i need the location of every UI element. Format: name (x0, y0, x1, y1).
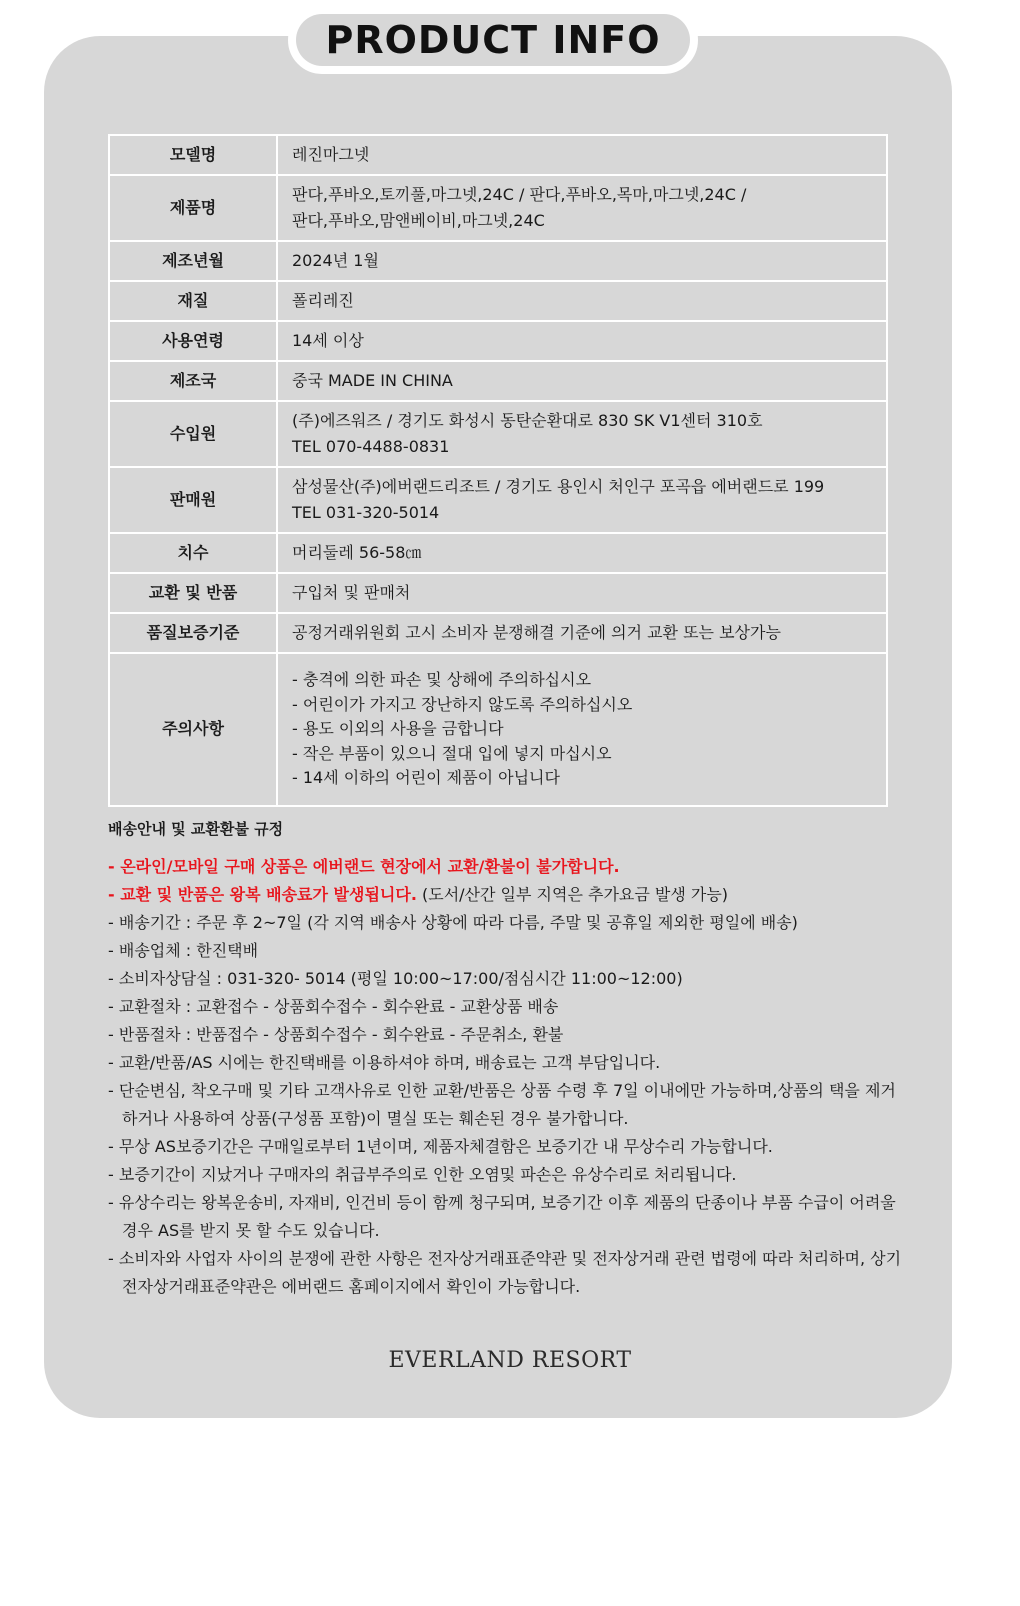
policy-item: - 배송기간 : 주문 후 2~7일 (각 지역 배송사 상황에 따라 다름, 주말 및 공휴일 제외한 평일에 배송) (108, 913, 798, 932)
policy-item-warning-2: - 교환 및 반품은 왕복 배송료가 발생됩니다. (도서/산간 일부 지역은 추가요금 발생 가능) (108, 885, 729, 904)
info-value (277, 175, 887, 241)
policy-item: - 유상수리는 왕복운송비, 자재비, 인건비 등이 함께 청구되며, 보증기간 이후 제품의 단종이나 부품 수급이 어려울 경우 AS를 받지 못 할 수도 있습니다. (108, 1193, 896, 1240)
policy-item: - 소비자상담실 : 031-320- 5014 (평일 10:00~17:00/점심시간 11:00~12:00) (108, 969, 683, 988)
policy-item: - 교환절차 : 교환접수 - 상품회수접수 - 회수완료 - 교환상품 배송 (108, 997, 559, 1016)
info-label: 교환 및 반품 (109, 573, 277, 613)
info-row (109, 281, 887, 321)
info-row (109, 573, 887, 613)
info-value-line: 폴리레진 (292, 291, 354, 310)
info-value-line: 레진마그넷 (292, 145, 370, 164)
page-title: PRODUCT INFO (325, 18, 661, 62)
info-value-line: TEL 031-320-5014 (292, 503, 440, 522)
info-label: 재질 (109, 281, 277, 321)
info-label: 품질보증기준 (109, 613, 277, 653)
info-value-line: TEL 070-4488-0831 (292, 437, 450, 456)
policy-item: - 배송업체 : 한진택배 (108, 941, 259, 960)
info-value-line: 머리둘레 56-58㎝ (292, 543, 422, 562)
caution-item: - 용도 이외의 사용을 금합니다 (292, 717, 876, 742)
caution-list (292, 660, 876, 799)
info-row-caution (109, 653, 887, 806)
info-value (277, 361, 887, 401)
info-row (109, 361, 887, 401)
policy-item: - 교환/반품/AS 시에는 한진택배를 이용하셔야 하며, 배송료는 고객 부담입니다. (108, 1053, 661, 1072)
info-row (109, 533, 887, 573)
info-label: 치수 (109, 533, 277, 573)
info-row (109, 241, 887, 281)
info-value-line: 공정거래위원회 고시 소비자 분쟁해결 기준에 의거 교환 또는 보상가능 (292, 623, 781, 642)
info-value (277, 533, 887, 573)
policy-title: 배송안내 및 교환환불 규정 (108, 820, 284, 838)
info-row (109, 135, 887, 175)
policy-item-warning-1: - 온라인/모바일 구매 상품은 에버랜드 현장에서 교환/환불이 불가합니다. (108, 857, 620, 876)
caution-cell (277, 653, 887, 806)
info-label: 수입원 (109, 401, 277, 467)
info-value (277, 281, 887, 321)
info-value-line: 2024년 1월 (292, 251, 379, 270)
info-row (109, 401, 887, 467)
info-value (277, 613, 887, 653)
info-value-line: (주)에즈워즈 / 경기도 화성시 동탄순환대로 830 SK V1센터 310호 (292, 411, 763, 430)
caution-item: - 14세 이하의 어린이 제품이 아닙니다 (292, 766, 876, 791)
info-value-line: 판다,푸바오,토끼풀,마그넷,24C / 판다,푸바오,목마,마그넷,24C / (292, 185, 747, 204)
info-label: 모델명 (109, 135, 277, 175)
policy-item: - 반품절차 : 반품접수 - 상품회수접수 - 회수완료 - 주문취소, 환불 (108, 1025, 564, 1044)
info-value (277, 573, 887, 613)
policy-item: - 단순변심, 착오구매 및 기타 고객사유로 인한 교환/반품은 상품 수령 후 7일 이내에만 가능하며,상품의 택을 제거하거나 사용하여 상품(구성품 포함)이 멸실 또는 훼손된 경우 불가합니다. (108, 1081, 896, 1128)
info-row (109, 613, 887, 653)
title-pill (288, 6, 698, 74)
info-label: 제조국 (109, 361, 277, 401)
policy-item: - 소비자와 사업자 사이의 분쟁에 관한 사항은 전자상거래표준약관 및 전자상거래 관련 법령에 따라 처리하며, 상기 전자상거래표준약관은 에버랜드 홈페이지에서 확인이 가능합니다. (108, 1249, 902, 1296)
info-label: 제조년월 (109, 241, 277, 281)
info-label: 사용연령 (109, 321, 277, 361)
info-value-line: 판다,푸바오,맘앤베이비,마그넷,24C (292, 211, 545, 230)
info-label: 제품명 (109, 175, 277, 241)
info-value (277, 467, 887, 533)
info-value (277, 321, 887, 361)
caution-item: - 작은 부품이 있으니 절대 입에 넣지 마십시오 (292, 742, 876, 767)
everland-resort-logo: EVERLAND RESORT (388, 1348, 632, 1373)
info-value-line: 삼성물산(주)에버랜드리조트 / 경기도 용인시 처인구 포곡읍 에버랜드로 199 (292, 477, 825, 496)
info-row (109, 321, 887, 361)
info-value (277, 135, 887, 175)
caution-item: - 충격에 의한 파손 및 상해에 주의하십시오 (292, 668, 876, 693)
info-value (277, 401, 887, 467)
info-row (109, 467, 887, 533)
info-value-line: 14세 이상 (292, 331, 364, 350)
info-value-line: 중국 MADE IN CHINA (292, 371, 453, 390)
shipping-policy (108, 818, 908, 1301)
policy-item: - 무상 AS보증기간은 구매일로부터 1년이며, 제품자체결함은 보증기간 내 무상수리 가능합니다. (108, 1137, 773, 1156)
info-value-line: 구입처 및 판매처 (292, 583, 411, 602)
info-row (109, 175, 887, 241)
policy-item: - 보증기간이 지났거나 구매자의 취급부주의로 인한 오염및 파손은 유상수리로 처리됩니다. (108, 1165, 737, 1184)
info-label: 판매원 (109, 467, 277, 533)
info-label: 주의사항 (109, 653, 277, 806)
caution-item: - 어린이가 가지고 장난하지 않도록 주의하십시오 (292, 693, 876, 718)
info-value (277, 241, 887, 281)
product-info-table (108, 134, 888, 807)
